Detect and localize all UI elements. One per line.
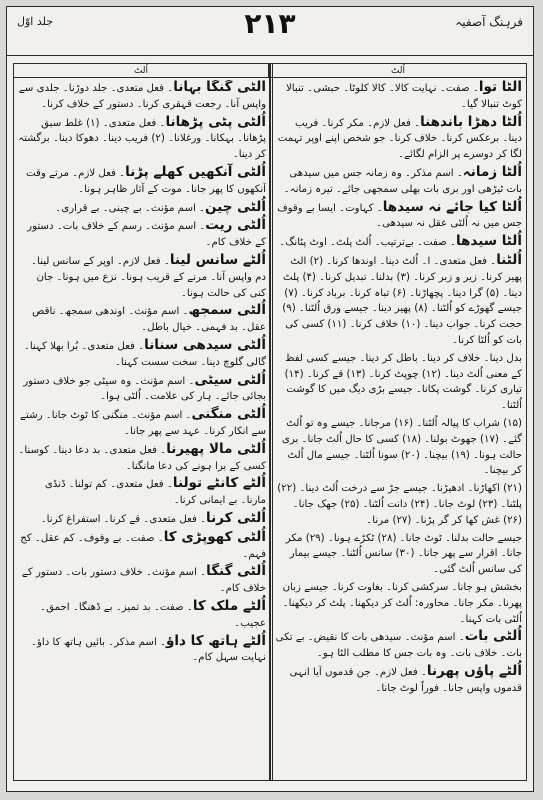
dictionary-entry bbox=[18, 511, 266, 528]
book-title: فرہنگ آصفیہ bbox=[455, 15, 523, 29]
dictionary-entry bbox=[18, 373, 266, 406]
dictionary-entry bbox=[18, 165, 266, 198]
dictionary-entry bbox=[18, 599, 266, 632]
dictionary-entry bbox=[18, 564, 266, 597]
dictionary-entry bbox=[274, 165, 522, 198]
entry-definition: ۔ فعل متعدی۔ (۱) غلط سبق پڑھانا۔ بہکانا۔ ورغلانا۔ (۲) فریب دینا۔ دھوکا دینا۔ برگشتہ کر دینا۔ bbox=[18, 117, 266, 161]
volume-label: جلد اوّل bbox=[17, 15, 54, 28]
dictionary-entry bbox=[18, 476, 266, 509]
entry-headword: اُلٹی ریت bbox=[205, 217, 266, 234]
dictionary-entry bbox=[18, 442, 266, 475]
right-column bbox=[274, 80, 522, 776]
dictionary-entry bbox=[274, 664, 522, 697]
entry-definition: ۔ اسم مؤنث۔ خلاف دستور بات۔ دستور کے خلاف کام۔ bbox=[21, 567, 266, 595]
entry-headword: اُلٹی آنکھیں کھلے پڑنا bbox=[125, 163, 266, 180]
entry-definition: ۔ فعل لازم۔ جن قدموں آیا انہی قدموں واپس جانا۔ فوراً لوٹ جانا۔ bbox=[289, 666, 522, 694]
dictionary-entry bbox=[274, 80, 522, 113]
entry-definition: ۔ فعل متعدی۔ کم تولنا۔ ڈنڈی مارنا۔ بے ایمانی کرنا۔ bbox=[44, 479, 266, 507]
dictionary-entry bbox=[274, 200, 522, 233]
dictionary-entry bbox=[18, 338, 266, 371]
entry-headword: اُلٹی کرنا bbox=[206, 509, 266, 526]
entry-headword: اُلٹا کیا جائے نہ سیدھا bbox=[382, 198, 522, 215]
dictionary-entry bbox=[18, 218, 266, 251]
entry-headword: اُلٹے ملک کا bbox=[192, 597, 266, 614]
dictionary-page bbox=[6, 6, 534, 792]
dictionary-entry bbox=[274, 115, 522, 163]
entry-headword: اُلٹا زمانہ bbox=[462, 163, 522, 180]
left-column bbox=[18, 80, 266, 776]
entry-definition: ۔ اسم مذکر۔ وہ زمانہ جس میں سیدھی بات ٹیڑھی اور بری بات بھلی سمجھی جائے۔ تیرہ زمانہ۔ bbox=[283, 167, 522, 195]
dictionary-entry bbox=[274, 481, 522, 528]
entry-definition: ۔ اسم مؤنث۔ وہ سیٹی جو خلاف دستور بجائی جائے۔ ہار کی علامت۔ اُلٹی ہوا۔ bbox=[23, 375, 266, 403]
entry-definition: جیسے حالت بدلنا۔ ٹوٹ جانا۔ (۲۸) ٹکڑے ہونا۔ (۲۹) مکر جانا۔ اقرار سے پھر جانا۔ (۳۰) سانس اُلٹنا۔ جیسے بیمار کی سانس اُلٹ گئی۔ bbox=[285, 532, 522, 576]
entry-definition: ۔ فعل متعدی۔ بد دعا دینا۔ کوسنا۔ کسی کے برا ہونے کی دعا مانگنا۔ bbox=[18, 444, 266, 472]
entry-headword: اُلٹی سیدھی سنانا bbox=[144, 336, 266, 353]
dictionary-entry bbox=[274, 531, 522, 578]
entry-headword: اُلٹنا bbox=[496, 251, 522, 268]
dictionary-entry bbox=[18, 200, 266, 217]
entry-definition: ۔ اسم مذکر۔ بائیں ہاتھ کا داؤ۔ نہایت سہل کام۔ bbox=[31, 636, 266, 664]
entry-definition: ۔ فعل متعدی۔ جلد دوڑنا۔ جلدی سے واپس آنا۔ رجعت قہقری کرنا۔ دستور کے خلاف کرنا۔ bbox=[18, 83, 266, 110]
entry-headword: اُلٹی چین bbox=[205, 198, 266, 215]
entry-definition: ۔ فعل متعدی۔ قے کرنا۔ استفراغ کرنا۔ bbox=[40, 513, 207, 525]
entry-definition: ۔ اسم مؤنث۔ سیدھی بات کا نقیض۔ بے تکی بات۔ خلاف بات۔ وہ بات جس کا مطلب الٹا ہو۔ bbox=[275, 632, 522, 660]
dictionary-entry bbox=[18, 634, 266, 667]
entry-definition: بدل دینا۔ خلاف کر دینا۔ باطل کر دینا۔ جیسے کسی لفظ کے معنی اُلٹ دینا۔ (۱۲) چوپٹ کرنا۔ (۱۳) قے کرنا۔ (۱۴) تیاری کرنا۔ گوشت پکانا۔ جیسے بڑی دیگ میں کا گوشت اُلٹنا۔ bbox=[284, 352, 522, 412]
dictionary-entry bbox=[18, 530, 266, 563]
entry-definition: ۔ صفت۔ بے وقوف۔ کم عقل۔ کج فہم۔ bbox=[20, 532, 266, 560]
entry-headword: اُلٹے کانٹے تولنا bbox=[172, 475, 266, 492]
dictionary-entry bbox=[18, 303, 266, 336]
column-divider bbox=[269, 64, 271, 780]
dictionary-entry bbox=[18, 407, 266, 440]
entry-headword: اُلٹا دھڑا باندھنا bbox=[420, 113, 522, 130]
entry-headword: اُلٹی بات bbox=[464, 628, 522, 645]
entry-headword: اُلٹی سمجھ bbox=[188, 302, 266, 319]
dictionary-entry bbox=[18, 253, 266, 301]
entry-headword: اُلٹے ہاتھ کا داؤ bbox=[165, 632, 266, 649]
entry-definition: ۔ اسم مؤنث۔ رسم کے خلاف بات۔ دستور کے خلاف کام۔ bbox=[27, 221, 266, 249]
dictionary-entry bbox=[274, 629, 522, 662]
page-number: ۲۱۳ bbox=[244, 7, 296, 40]
dictionary-entry bbox=[274, 234, 522, 251]
entry-headword: اُلٹے سانس لینا bbox=[169, 251, 266, 268]
dictionary-entry bbox=[274, 253, 522, 349]
entry-definition: ۔ اسم مؤنث۔ اوندھی سمجھ۔ ناقص عقل۔ بد فہمی۔ خیال باطل۔ bbox=[32, 306, 266, 334]
dictionary-entry bbox=[274, 580, 522, 627]
right-column-header: اُلٹ bbox=[270, 64, 526, 78]
entry-definition: ۔ فعل لازم۔ مرتے وقت آنکھوں کا پھر جانا۔ موت کے آثار ظاہر ہونا۔ bbox=[26, 167, 266, 195]
entry-headword: اُلٹی گنگا بہانا bbox=[173, 80, 266, 95]
entry-definition: ۔ اسم مؤنث۔ منگنی کا ٹوٹ جانا۔ رشتے سے انکار کرنا۔ عہد سے پھر جانا۔ bbox=[20, 410, 266, 437]
entry-definition: ۔ فعل لازم۔ اوپر کے سانس لینا۔ دم واپس آنا۔ مرنے کے قریب ہونا۔ نزع میں ہونا۔ جان کنی کی حالت ہونا۔ bbox=[31, 255, 266, 299]
entry-definition: ۔ فعل لازم۔ مکر کرنا۔ فریب دینا۔ برعکس کرنا۔ خلاف کرنا۔ جو شخص اپنے اوپر تہمت لگا کر دوسرے پر الزام لگائے۔ bbox=[277, 117, 522, 161]
entry-headword: اُلٹی سیٹی bbox=[194, 371, 266, 388]
entry-definition: ۔ فعل متعدی۔ ا۔ اُلٹ دینا۔ اوندھا کرنا۔ (۲) الٹ پھیر کرنا۔ زیر و زبر کرنا۔ (۳) بدلنا۔ تبدیل کرنا۔ (۴) پلٹ دینا۔ (۵) گرا دینا۔ پچھاڑنا۔ (۶) تباہ کرنا۔ برباد کرنا۔ (۷) جیسے گھوڑے کو اُلٹنا۔ (۸) پھیر دینا۔ جیسے ورق اُلٹنا۔ (۹) حجت کرنا۔ جواب دینا۔ (۱۰) خلاف کرنا۔ (۱۱) کسی کی بات کو اُلٹا کرنا۔ bbox=[282, 255, 522, 346]
entry-definition: ۔ صفت۔ بےترتیب۔ اُلٹ پلٹ۔ اوٹ پٹانگ۔ bbox=[279, 237, 456, 249]
dictionary-entry bbox=[274, 351, 522, 414]
entry-headword: اُلٹا سیدھا bbox=[456, 233, 522, 250]
column-divider-inner bbox=[272, 64, 273, 780]
dictionary-entry bbox=[18, 80, 266, 113]
entry-definition: (۲۱) اکھاڑنا۔ ادھیڑنا۔ جیسے جڑ سے درخت اُلٹ دینا۔ (۲۲) پلٹنا۔ (۲۳) لوٹ جانا۔ (۲۴) دانت اُلٹنا۔ (۲۵) جھک جانا۔ (۲۶) غش کھا کر گر پڑنا۔ (۲۷) مرنا۔ bbox=[277, 483, 522, 526]
entry-definition: ۔ صفت۔ بد تمیز۔ بے ڈھنگا۔ احمق۔ عجیب۔ bbox=[40, 601, 266, 629]
entry-definition: ۔ صفت۔ نہایت کالا۔ کالا کلوٹا۔ حبشی۔ تنبالا کوٹ تنبالا گیا۔ bbox=[285, 83, 522, 110]
entry-headword: اُلٹی گنگا bbox=[206, 563, 266, 580]
entry-headword: اُلٹی مالا پھیرنا bbox=[166, 440, 266, 457]
entry-definition: (۱۵) شراب کا پیالہ اُلٹنا۔ (۱۶) مرجانا۔ جیسے وہ تو اُلٹ گئے۔ (۱۷) جھوٹ بولنا۔ (۱۸) کسی کا حال اُلٹ جانا۔ بری حالت ہونا۔ (۱۹) بیچنا۔ (۲۰) سونا اُلٹنا۔ جیسے مال اُلٹ کر بیچنا۔ bbox=[281, 417, 522, 477]
entry-definition: ۔ فعل متعدی۔ بُرا بھلا کہنا۔ گالی گلوچ دینا۔ سخت سست کہنا۔ bbox=[23, 340, 266, 368]
columns-frame bbox=[13, 63, 527, 781]
entry-headword: اُلٹی کھوپڑی کا bbox=[163, 528, 266, 545]
entry-definition: ۔ کہاوت۔ ایسا بے وقوف جس میں نہ اُلٹی عقل نہ سیدھی۔ bbox=[277, 202, 522, 230]
dictionary-entry bbox=[18, 115, 266, 163]
entry-headword: اُلٹی منگنی bbox=[191, 406, 266, 423]
left-column-header: اُلٹ bbox=[14, 64, 270, 78]
entry-headword: اُلٹی پٹی پڑھانا bbox=[165, 113, 266, 130]
entry-headword: اُلٹے پاؤں پھرنا bbox=[426, 662, 522, 679]
dictionary-entry bbox=[274, 416, 522, 479]
page-header bbox=[7, 7, 533, 56]
entry-definition: ۔ اسم مؤنث۔ بے چینی۔ بے قراری۔ bbox=[55, 202, 206, 214]
entry-headword: اُلٹا توا bbox=[478, 80, 522, 95]
entry-definition: بخشش ہو جانا۔ سرکشی کرنا۔ بغاوت کرنا۔ جیسے زبان پھرنا۔ مکر جانا۔ محاورہ: اُلٹ کر دیکھنا۔ پلٹ کر دیکھنا۔ اُلٹی بات کہنا۔ bbox=[282, 581, 522, 625]
